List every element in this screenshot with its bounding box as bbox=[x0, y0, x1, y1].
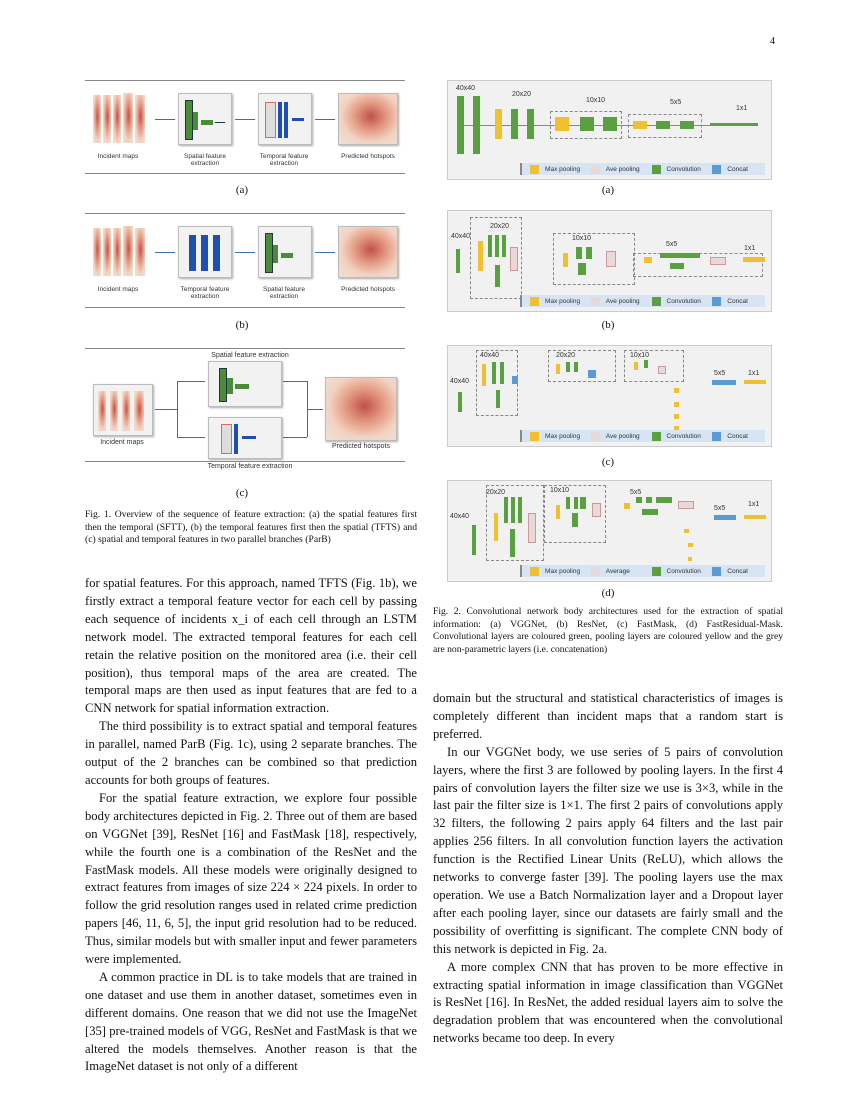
subfigure-label: (b) bbox=[601, 319, 615, 331]
legend-label: Average bbox=[605, 567, 630, 575]
label: Temporal feature extraction bbox=[259, 153, 309, 167]
figure-2-caption: Fig. 2. Convolutional network body architectures used for the extraction of spatial information: (a) VGGNet, (b) ResNet, (c) FastMask, (d) FastResidual-Mask. Convolutional layers are coloured green, pooling layers are coloured yellow and the grey are non-parametric layers (i.e. concatenation) bbox=[433, 606, 783, 655]
subfigure-label: (b) bbox=[235, 319, 249, 331]
dim-label: 5x5 bbox=[714, 370, 726, 377]
fig2a-vggnet-diagram bbox=[447, 80, 772, 180]
dim-label: 40x40 bbox=[480, 352, 500, 359]
legend-label: Concat bbox=[727, 165, 748, 173]
hotspot-map bbox=[338, 226, 398, 278]
dim-label: 20x20 bbox=[486, 489, 506, 496]
legend-label: Ave pooling bbox=[605, 432, 640, 440]
dim-label: 20x20 bbox=[556, 352, 576, 359]
temporal-lstm-icon bbox=[258, 93, 312, 145]
subfigure-label: (c) bbox=[601, 456, 615, 468]
dim-label: 40x40 bbox=[450, 513, 470, 520]
legend-label: Ave pooling bbox=[605, 165, 640, 173]
legend-label: Convolution bbox=[666, 165, 701, 173]
fig1a-panel bbox=[85, 80, 405, 174]
legend-label: Max pooling bbox=[545, 567, 581, 575]
temporal-lstm-icon bbox=[178, 226, 232, 278]
subfigure-label: (d) bbox=[601, 587, 615, 599]
dim-label: 1x1 bbox=[748, 501, 760, 508]
label: Predicted hotspots bbox=[332, 443, 390, 450]
legend-label: Convolution bbox=[666, 297, 701, 305]
label: Incident maps bbox=[97, 153, 139, 160]
fig1c-panel bbox=[85, 348, 405, 470]
dim-label: 20x20 bbox=[512, 91, 532, 98]
label: Incident maps bbox=[97, 286, 139, 293]
paragraph: A common practice in DL is to take models that are trained in one dataset and use them in another dataset, sometimes even in different domains. One reason that we did not use the ImageNet [35] pre-trained models of VGG, ResNet and FastMask is that we altered the models themselves. Another reason is that the ImageNet dataset is not only of a different bbox=[85, 969, 417, 1074]
incident-maps-stack bbox=[93, 91, 143, 143]
legend-label: Concat bbox=[727, 567, 748, 575]
dim-label: 10x10 bbox=[630, 352, 650, 359]
dim-label: 40x40 bbox=[451, 233, 471, 240]
dim-label: 10x10 bbox=[586, 97, 606, 104]
spatial-cnn-icon bbox=[258, 226, 312, 278]
legend-label: Concat bbox=[727, 297, 748, 305]
figure-1-caption: Fig. 1. Overview of the sequence of feature extraction: (a) the spatial features first then the temporal (SFTT), (b) the temporal features first then the spatial (TFTS) and (c) spatial and temporal features in two parallel branches (ParB) bbox=[85, 509, 417, 546]
paragraph: A more complex CNN that has proven to be more effective in extracting spatial information in image classification than VGGNet is ResNet [16]. In ResNet, the added residual layers aim to solve the degradation problem that was encountered when the convolutional networks became too deep. In every bbox=[433, 959, 783, 1046]
paragraph: for spatial features. For this approach, named TFTS (Fig. 1b), we firstly extract a temporal feature vector for each cell by passing each sequence of incidents x_i of each cell through an LSTM network model. The extracted temporal features for each cell retain the relative position on the monitored area (i.e. their cell position), thus temporal maps of the area are created. The temporal maps are then used as input features that are fed to a CNN network for spatial information extraction. bbox=[85, 576, 417, 716]
dim-label: 20x20 bbox=[490, 223, 510, 230]
label: Temporal feature extraction bbox=[207, 463, 293, 470]
dim-label: 40x40 bbox=[450, 378, 470, 385]
paragraph: In our VGGNet body, we use series of 5 pairs of convolution layers, where the first 3 are followed by pooling layers. In the first 4 pairs of convolution layers the filter size we use is 3×3, while in the last pair the filter size is 1×1. The first 2 pairs of convolutions apply 32 filters, the following 2 pairs apply 64 filters and the last pair applies 256 filters. In all convolution function layers the activation function is the Rectified Linear Units (ReLU), which allows the networks to converge faster [39]. The pooling layers use the max operation. We use a Batch Normalization layer and a Dropout layer after each pooling layer, since our datasets are fairly small and the possibility of overfitting is significant. The complete CNN body of this network is depicted in Fig. 2a. bbox=[433, 744, 783, 956]
dim-label: 5x5 bbox=[670, 99, 682, 106]
subfigure-label: (a) bbox=[601, 184, 615, 196]
dim-label: 1x1 bbox=[744, 245, 756, 252]
label: Spatial feature extraction bbox=[263, 286, 305, 300]
legend-label: Max pooling bbox=[545, 432, 581, 440]
paragraph: The third possibility is to extract spatial and temporal features in parallel, named ParB (Fig. 1c), using 2 separate branches. The output of the 2 branches can be combined so that prediction accounts for both groups of features. bbox=[85, 719, 417, 787]
dim-label: 5x5 bbox=[630, 489, 642, 496]
legend-label: Convolution bbox=[666, 567, 701, 575]
paragraph: domain but the structural and statistical characteristics of images is completely different than incident maps that a random start is preferred. bbox=[433, 691, 783, 741]
legend-label: Max pooling bbox=[545, 165, 581, 173]
dim-label: 5x5 bbox=[714, 505, 726, 512]
legend bbox=[520, 565, 765, 577]
fig2c-fastmask-diagram bbox=[447, 345, 772, 447]
legend-label: Concat bbox=[727, 432, 748, 440]
page-number: 4 bbox=[770, 36, 775, 47]
label: Predicted hotspots bbox=[341, 153, 395, 160]
legend-label: Convolution bbox=[666, 432, 701, 440]
legend bbox=[520, 295, 765, 307]
legend bbox=[520, 430, 765, 442]
subfigure-label: (a) bbox=[235, 184, 249, 196]
subfigure-label: (c) bbox=[235, 487, 249, 499]
spatial-cnn-icon bbox=[208, 361, 282, 407]
dim-label: 1x1 bbox=[748, 370, 760, 377]
label: Temporal feature extraction bbox=[180, 286, 230, 300]
legend-label: Max pooling bbox=[545, 297, 581, 305]
temporal-lstm-icon bbox=[208, 417, 282, 459]
label: Spatial feature extraction bbox=[211, 352, 289, 359]
dim-label: 10x10 bbox=[572, 235, 592, 242]
dim-label: 5x5 bbox=[666, 241, 678, 248]
fig2d-fastresidualmask-diagram bbox=[447, 480, 772, 582]
label: Incident maps bbox=[100, 439, 144, 446]
fig1b-panel bbox=[85, 213, 405, 308]
dim-label: 10x10 bbox=[550, 487, 570, 494]
label: Predicted hotspots bbox=[341, 286, 395, 293]
dim-label: 40x40 bbox=[456, 85, 476, 92]
fig2b-resnet-diagram bbox=[447, 210, 772, 312]
paragraph: For the spatial feature extraction, we explore four possible body architectures depicted in Fig. 2. Three out of them are based on VGGNet [39], ResNet [16] and FastMask [18], respectively, while the fourth one is a combination of the ResNet and the FastMask models. All these models were originally designed to extract features from images of size 224 × 224 pixels. In order to follow the grid resolution ranges used in related crime prediction papers [46, 11, 6, 5], the input grid resolution had to be reduced. Thus, similar models but with smaller input and fewer parameters were implemented. bbox=[85, 790, 417, 967]
right-column-text bbox=[433, 690, 783, 1048]
hotspot-map bbox=[325, 377, 397, 441]
dim-label: 1x1 bbox=[736, 105, 748, 112]
legend bbox=[520, 163, 765, 175]
hotspot-map bbox=[338, 93, 398, 145]
spatial-cnn-icon bbox=[178, 93, 232, 145]
left-column-text bbox=[85, 575, 417, 1076]
label: Spatial feature extraction bbox=[184, 153, 226, 167]
legend-label: Ave pooling bbox=[605, 297, 640, 305]
